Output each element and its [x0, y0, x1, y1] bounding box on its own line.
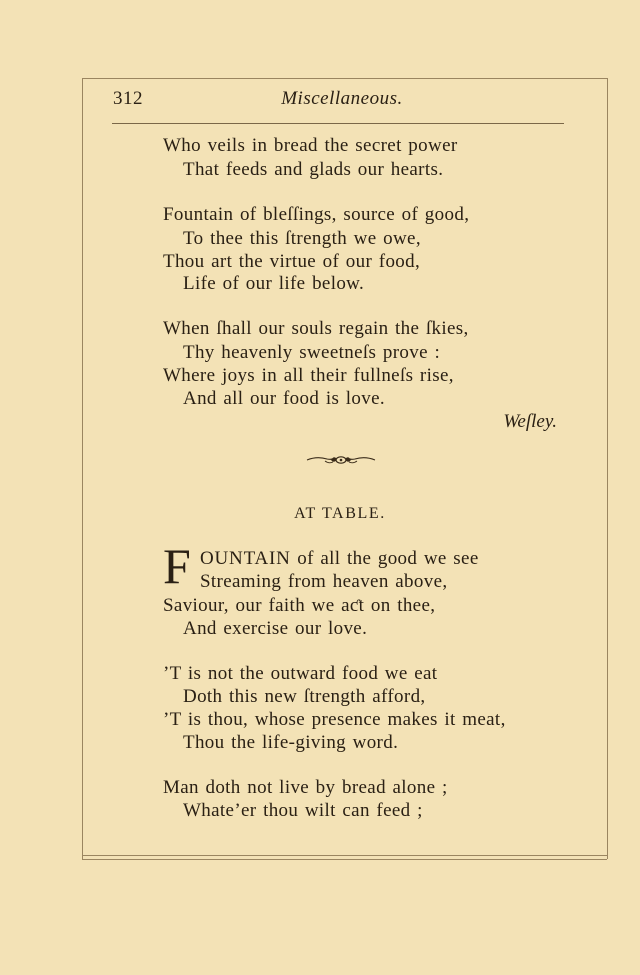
poem-line: That feeds and glads our hearts.	[183, 159, 444, 180]
section-title: AT TABLE.	[294, 505, 386, 522]
running-head: Miscellaneous.	[281, 88, 403, 109]
ornament-icon	[305, 451, 377, 469]
poem-line: ’T is thou, whose presence makes it meat,	[163, 709, 506, 730]
page-number: 312	[113, 88, 143, 109]
poem-first-line	[200, 548, 479, 570]
poem-line: Saviour, our faith we aƈt on thee,	[163, 595, 436, 616]
poem-line: Thy heavenly sweetneſs prove :	[183, 342, 441, 363]
header-rule	[112, 123, 564, 124]
first-line-capitals: OUNTAIN	[200, 548, 291, 569]
poem-line: Man doth not live by bread alone ;	[163, 777, 448, 798]
frame-bottom-rule-double	[82, 859, 607, 860]
drop-cap: F	[163, 538, 191, 594]
poem-line: To thee this ſtrength we owe,	[183, 228, 421, 249]
poem-line: Thou art the virtue of our food,	[163, 251, 421, 272]
poem-line: Life of our life below.	[183, 273, 365, 294]
poem-line: Where joys in all their fullneſs rise,	[163, 365, 454, 386]
poem-line: Doth this new ſtrength afford,	[183, 686, 426, 707]
poem-line: When ſhall our souls regain the ſkies,	[163, 318, 469, 339]
poem-line: And all our food is love.	[183, 388, 386, 409]
author-signature: Weſley.	[503, 411, 557, 432]
poem-line: Fountain of bleſſings, source of good,	[163, 204, 470, 225]
poem-line: Thou the life-giving word.	[183, 732, 399, 753]
poem-line: Who veils in bread the secret power	[163, 135, 458, 156]
poem-line: ’T is not the outward food we eat	[163, 663, 438, 684]
poem-line: And exercise our love.	[183, 618, 368, 639]
poem-line: Whate’er thou wilt can feed ;	[183, 800, 423, 821]
frame-bottom-rule	[82, 855, 607, 856]
poem-line: Streaming from heaven above,	[200, 571, 448, 592]
first-line-tail: of all the good we see	[290, 548, 479, 569]
